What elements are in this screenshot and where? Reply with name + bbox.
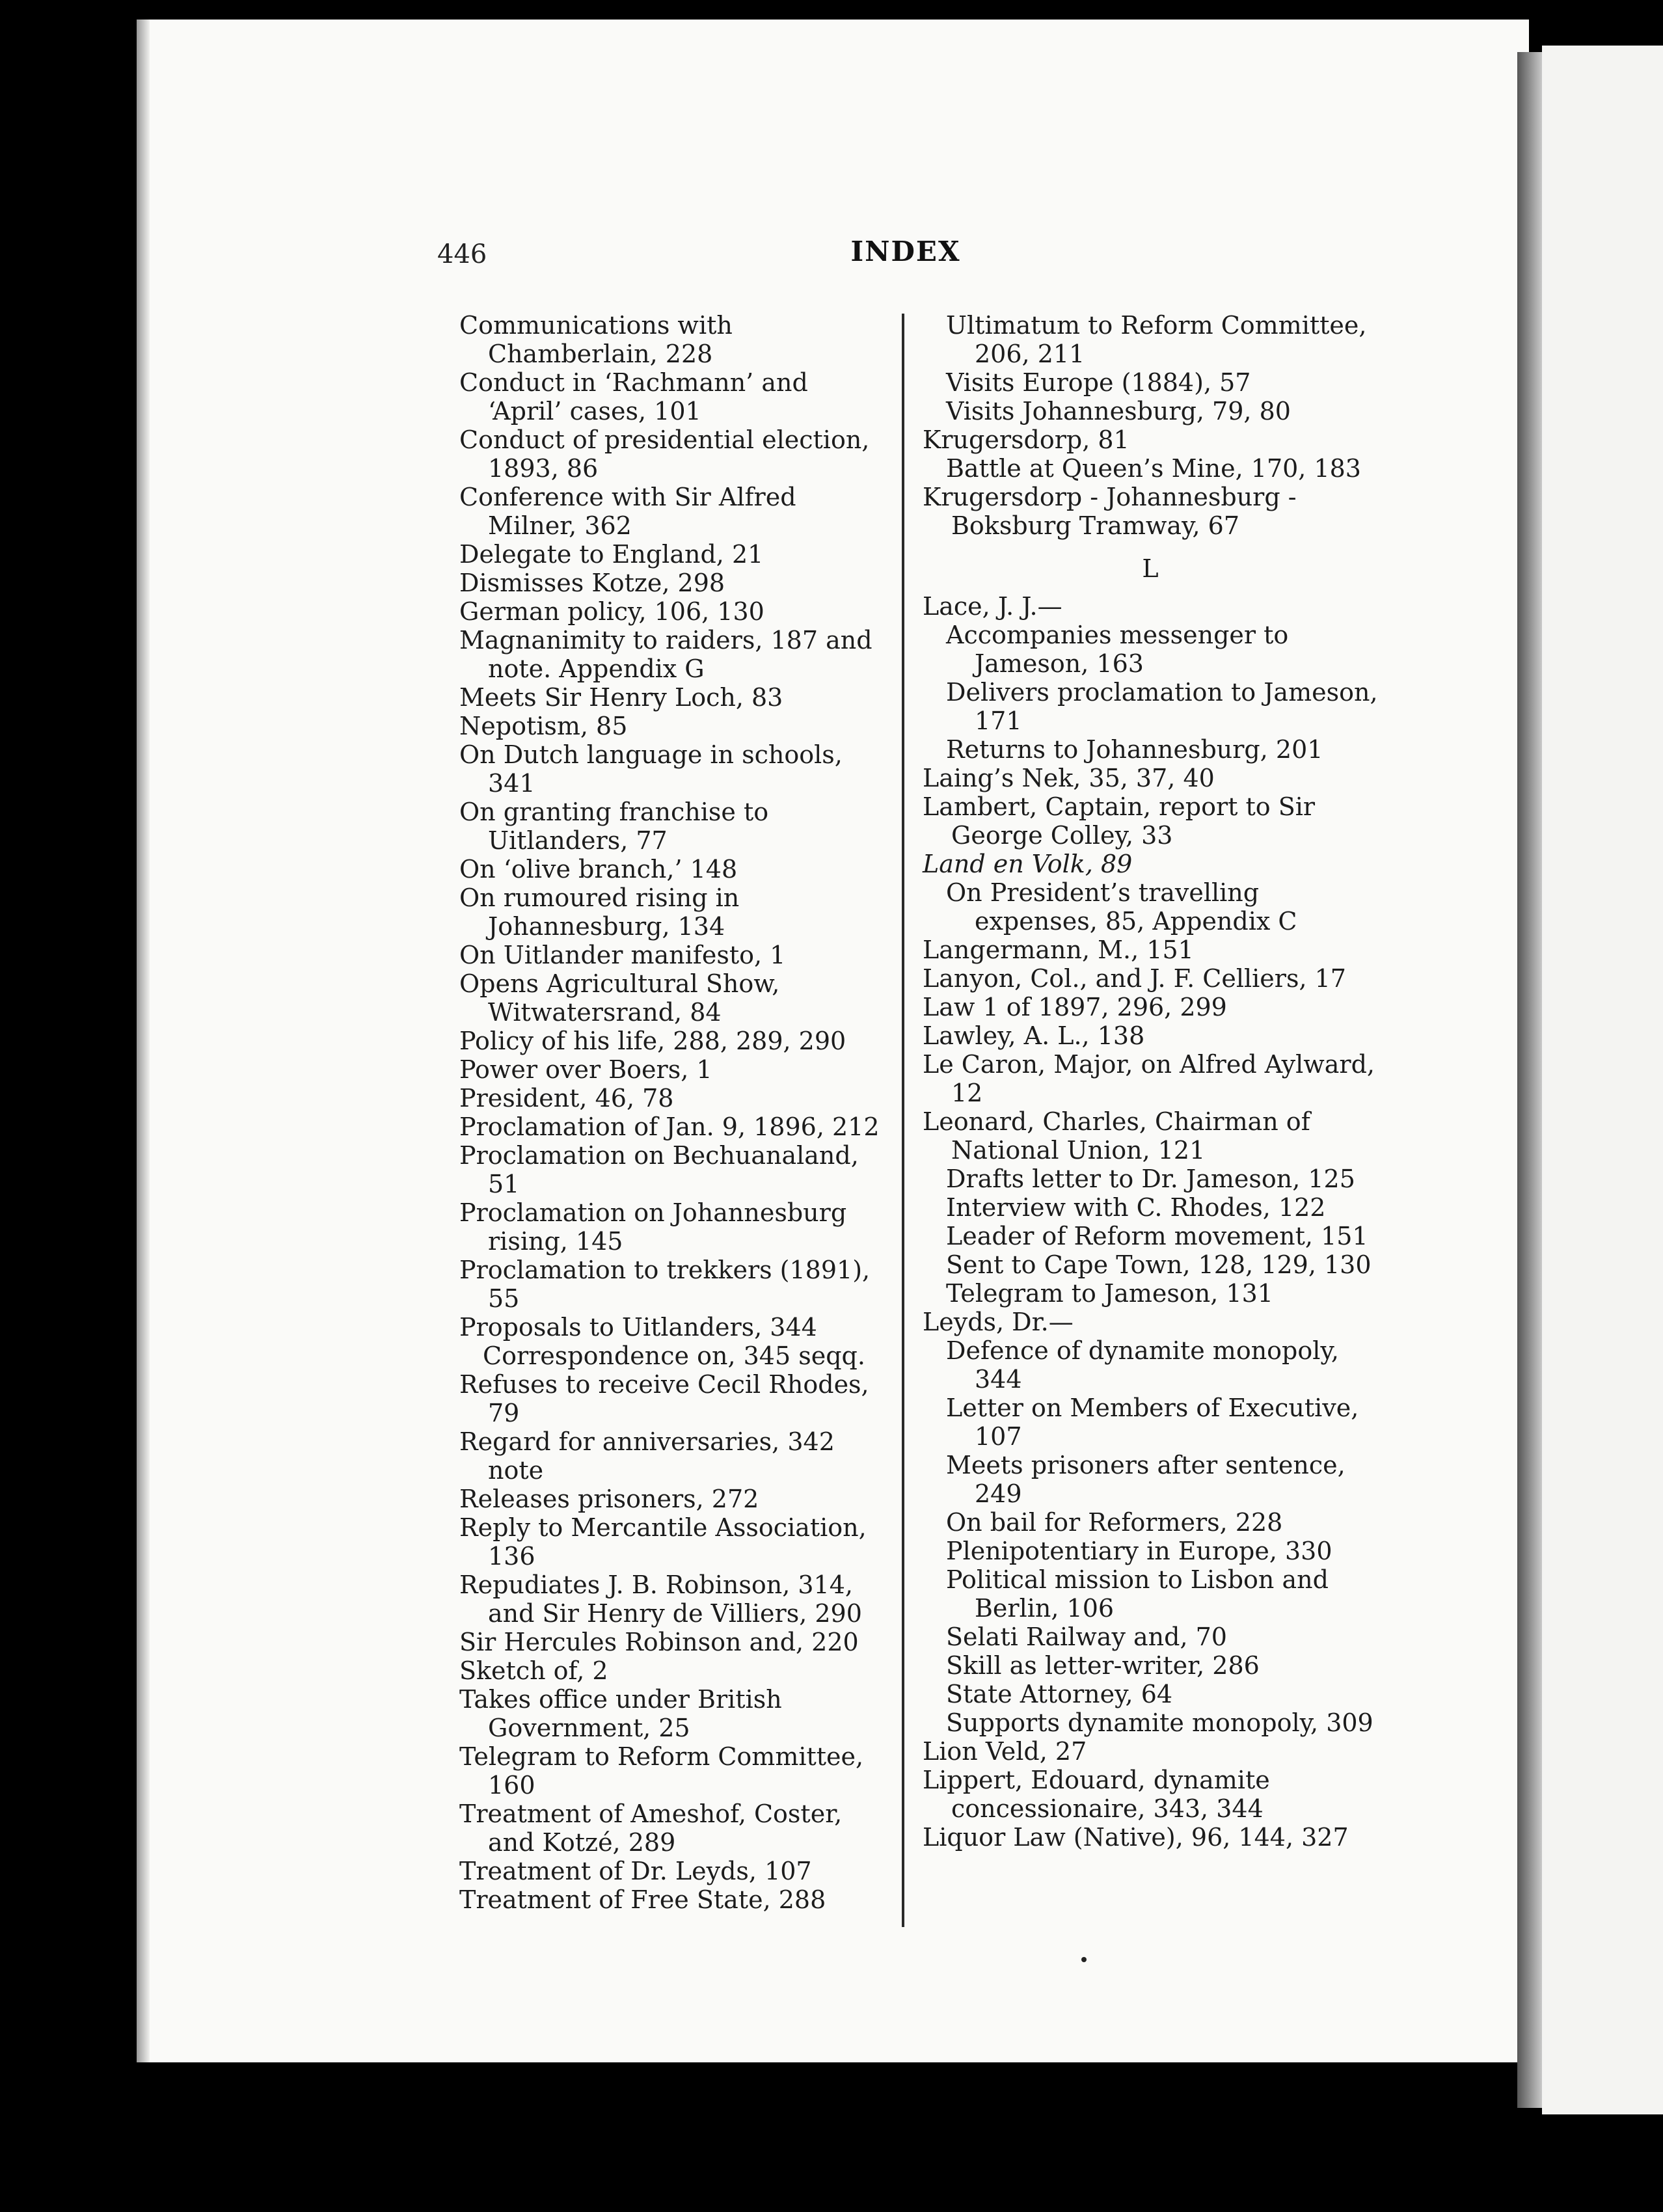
index-entry: Delegate to England, 21 <box>459 540 764 569</box>
index-entry: Reply to Mercantile Association, 136 <box>459 1513 867 1571</box>
index-entry: Proclamation to trekkers (1891), 55 <box>459 1256 871 1313</box>
index-entry: On rumoured rising in Johannesburg, 134 <box>459 883 740 941</box>
index-entry: Nepotism, 85 <box>459 712 628 740</box>
index-entry: Refuses to receive Cecil Rhodes, 79 <box>459 1370 869 1427</box>
index-entry: On ‘olive branch,’ 148 <box>459 855 738 883</box>
index-entry: Treatment of Free State, 288 <box>459 1885 826 1914</box>
index-entry: Proclamation on Bechuanaland, 51 <box>459 1141 859 1198</box>
index-subentry: Leader of Reform movement, 151 <box>946 1222 1368 1250</box>
index-subentry: Meets prisoners after sentence, 249 <box>946 1451 1345 1508</box>
index-entry: Le Caron, Major, on Alfred Aylward, 12 <box>923 1050 1375 1107</box>
printer-mark <box>1081 1957 1087 1962</box>
index-entry: Opens Agricultural Show, Witwatersrand, 84 <box>459 969 780 1027</box>
index-entry: Lambert, Captain, report to Sir George Colley, 33 <box>923 792 1316 850</box>
index-subentry: Skill as letter-writer, 286 <box>946 1651 1260 1680</box>
index-column-right <box>923 311 1378 1852</box>
index-entry: Magnanimity to raiders, 187 and note. Appendix G <box>459 626 872 683</box>
index-subentry: Visits Europe (1884), 57 <box>946 368 1251 397</box>
index-entry: Leyds, Dr.— <box>923 1308 1074 1336</box>
index-entry: Takes office under British Government, 25 <box>459 1685 782 1742</box>
index-subentry: Ultimatum to Reform Committee, 206, 211 <box>946 311 1367 368</box>
index-subentry: Accompanies messenger to Jameson, 163 <box>946 621 1289 678</box>
index-subentry: On President’s travelling expenses, 85, Appendix C <box>946 878 1297 936</box>
index-entry: Power over Boers, 1 <box>459 1055 712 1084</box>
index-subentry: Political mission to Lisbon and Berlin, 106 <box>946 1565 1329 1623</box>
index-entry: Sir Hercules Robinson and, 220 <box>459 1628 859 1656</box>
index-entry: On granting franchise to Uitlanders, 77 <box>459 798 769 855</box>
index-entry: President, 46, 78 <box>459 1084 674 1113</box>
index-entry: On Uitlander manifesto, 1 <box>459 941 786 969</box>
index-subentry: Sent to Cape Town, 128, 129, 130 <box>946 1250 1372 1279</box>
index-subentry: Drafts letter to Dr. Jameson, 125 <box>946 1165 1355 1193</box>
index-entry: Langermann, M., 151 <box>923 936 1194 964</box>
running-title: INDEX <box>850 236 961 267</box>
index-entry: Lace, J. J.— <box>923 592 1062 621</box>
index-entry: Liquor Law (Native), 96, 144, 327 <box>923 1823 1349 1852</box>
index-entry: Treatment of Dr. Leyds, 107 <box>459 1857 812 1885</box>
index-entry: Telegram to Reform Committee, 160 <box>459 1742 864 1800</box>
index-column-left <box>459 311 882 1914</box>
index-subentry: Telegram to Jameson, 131 <box>946 1279 1273 1308</box>
index-subentry: On bail for Reformers, 228 <box>946 1508 1283 1537</box>
index-entry: Communications with Chamberlain, 228 <box>459 311 733 368</box>
index-subentry: Selati Railway and, 70 <box>946 1623 1227 1651</box>
index-entry: Policy of his life, 288, 289, 290 <box>459 1027 846 1055</box>
index-entry: Laing’s Nek, 35, 37, 40 <box>923 764 1215 792</box>
index-subentry: Correspondence on, 345 seqq. <box>483 1342 865 1370</box>
column-divider <box>902 314 904 1927</box>
index-entry: Land en Volk, 89 <box>923 850 1133 878</box>
index-entry: Conduct of presidential election, 1893, 86 <box>459 425 870 483</box>
page-gutter-shadow <box>137 20 150 2062</box>
index-entry: Lanyon, Col., and J. F. Celliers, 17 <box>923 964 1346 993</box>
index-entry: Lion Veld, 27 <box>923 1737 1087 1766</box>
index-subentry: Battle at Queen’s Mine, 170, 183 <box>946 454 1361 483</box>
index-entry: Proclamation on Johannesburg rising, 145 <box>459 1198 847 1256</box>
index-entry: Proposals to Uitlanders, 344 <box>459 1313 817 1342</box>
index-entry: Releases prisoners, 272 <box>459 1485 759 1513</box>
index-entry: Lippert, Edouard, dynamite concessionaire, 343, 344 <box>923 1766 1270 1823</box>
index-subentry: Defence of dynamite monopoly, 344 <box>946 1336 1339 1394</box>
page-header <box>437 236 1374 281</box>
index-subentry: State Attorney, 64 <box>946 1680 1173 1708</box>
index-subentry: Delivers proclamation to Jameson, 171 <box>946 678 1378 735</box>
index-entry: Regard for anniversaries, 342 note <box>459 1427 835 1485</box>
index-subentry: Returns to Johannesburg, 201 <box>946 735 1323 764</box>
index-entry: Conference with Sir Alfred Milner, 362 <box>459 483 796 540</box>
index-entry: Law 1 of 1897, 296, 299 <box>923 993 1227 1021</box>
index-entry: Krugersdorp - Johannesburg - Boksburg Tramway, 67 <box>923 483 1297 540</box>
index-subentry: Supports dynamite monopoly, 309 <box>946 1708 1373 1737</box>
index-entry: Leonard, Charles, Chairman of National Union, 121 <box>923 1107 1310 1165</box>
index-subentry: Interview with C. Rhodes, 122 <box>946 1193 1326 1222</box>
index-entry: Proclamation of Jan. 9, 1896, 212 <box>459 1113 880 1141</box>
index-entry: Krugersdorp, 81 <box>923 425 1129 454</box>
index-entry: Lawley, A. L., 138 <box>923 1021 1145 1050</box>
index-subentry: Letter on Members of Executive, 107 <box>946 1394 1359 1451</box>
index-subentry: Visits Johannesburg, 79, 80 <box>946 397 1291 425</box>
section-letter: L <box>1142 554 1159 583</box>
page-number: 446 <box>437 239 487 269</box>
next-page-edge <box>1517 52 1543 2108</box>
index-subentry: Plenipotentiary in Europe, 330 <box>946 1537 1332 1565</box>
index-entry: Conduct in ‘Rachmann’ and ‘April’ cases, 101 <box>459 368 808 425</box>
index-entry: German policy, 106, 130 <box>459 597 764 626</box>
index-entry: Repudiates J. B. Robinson, 314, and Sir Henry de Villiers, 290 <box>459 1571 862 1628</box>
index-entry: Dismisses Kotze, 298 <box>459 569 725 597</box>
index-entry: On Dutch language in schools, 341 <box>459 740 843 798</box>
index-entry: Meets Sir Henry Loch, 83 <box>459 683 783 712</box>
next-page-fragment <box>1542 46 1663 2114</box>
index-entry: Sketch of, 2 <box>459 1656 608 1685</box>
index-entry: Treatment of Ameshof, Coster, and Kotzé, 289 <box>459 1800 843 1857</box>
